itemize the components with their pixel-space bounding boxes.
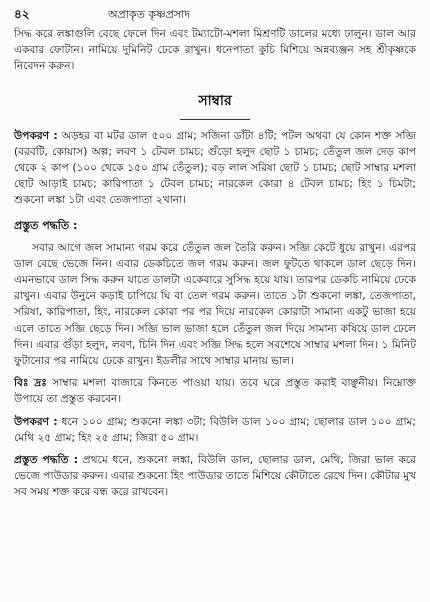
masala-method-text: প্রথমে ধনে, শুকনো লঙ্কা, বিউলি ডাল, ছোলার ডাল, মেথি, জিরা ভাল করে ভেজে পাউডার করুন। এবার শুকনো হিং পাউডার তাতে মিশিয়ে কৌটাতে রেখে দিন। কৌটার মুখ সব সময় শক্ত করে বন্ধ করে রাখবেন। — [14, 454, 416, 499]
note-paragraph — [14, 375, 416, 407]
intro-paragraph: সিদ্ধ করে লঙ্কাগুলি বেছে ফেলে দিন এবং টম্যাটো-মশলা মিশ্রণটি ডালের মধ্যে ঢালুন। ডাল আর একবার ফোটান। নামিয়ে দুমিনিট ঢেকে রাখুন। ধনেপাতা কুচি মিশিয়ে অন্নব্যঞ্জন সহ শ্রীকৃষ্ণকে নিবেদন করুন। — [14, 28, 416, 73]
running-title: অপ্রাকৃত কৃষ্ণপ্রসাদ — [108, 8, 191, 21]
note-label: বিঃ দ্রঃ — [14, 377, 47, 390]
page-number: ৪২ — [14, 7, 30, 21]
method-text: সবার আগে জল সামান্য গরম করে তেঁতুল জল তৈরি করুন। সব্জি কেটে ধুয়ে রাখুন। এরপর ডাল বেছে ভেজে নিন। এবার ডেকচিতে জল গরম করুন। জল ফুটতে থাকলে ডাল ছেড়ে দিন। এমনভাবে ডাল সিদ্ধ করুন যাতে ডালটা একেবারে সুসিদ্ধ হয়ে যায়। তারপর ডেকচি নামিয়ে ঢেকে রাখুন। এবার উনুনে কড়াই চাপিয়ে ঘি বা তেল গরম করুন। তাতে ১টা শুকনো লঙ্কা, তেজপাতা, সরিষা, কারিপাতা, হিং, নারকেল কোরা পর পর দিয়ে নারকেল কোরাটা সামান্য একটু ভাজা হয়ে এলে তাতে সব্জি ছেড়ে দিন। সব্জি ভাল ভাজা হলে তেঁতুল জল দিয়ে সামান্য কষিয়ে ডাল ঢেলে দিন। এবার গুঁড়া হলুদ, লবণ, চিনি দিন এবং সব্জি সিদ্ধ হলে সবশেষে সাম্বার মশলা দিন। ১ মিনিট ফুটানোর পর নামিয়ে ঢেকে রাখুন। ইডলীর সাথে সাম্বার মানায় ভাল। — [14, 241, 416, 368]
page-header — [14, 6, 416, 26]
ingredients-text: অড়হর বা মটর ডাল ৫০০ গ্রাম; সজিনা ডাঁটা ৪টি; পটল অথবা যে কোন শক্ত সব্জি (বরবটি, কোয়াস) অল্প; লবণ ১ টেবল চামচ; গুঁড়ো হলুদ ছোট ১ চামচ; তেঁতুল জল দেড় কাপ থেকে ২ কাপ (১০০ থেকে ১৫০ গ্রাম তেঁতুল); বড় লাল সরিষা ছোট ১ চামচ; ছোট সাম্বার মশলা ছোট আড়াই চামচ; কারিপাতা ১ টেবল চামচ; নারকেল কোরা ৪ টেবল চামচ; হিং ১ চিমটা; শুকনো লঙ্কা ১টা এবং তেজপাতা ২খানা। — [14, 129, 416, 207]
note-text: সাম্বার মশলা বাজারে কিনতে পাওয়া যায়। তবে ঘরে প্রস্তুত করাই বাঞ্ছনীয়। নিম্নোক্ত উপায়ে তা প্রস্তুত করবেন। — [14, 377, 416, 406]
masala-method-paragraph — [14, 452, 416, 501]
recipe-title: সাম্বার — [198, 92, 232, 109]
masala-ingredients-text: ধনে ১০০ গ্রাম; শুকনো লঙ্কা ৩টা; বিউলি ডাল ১০০ গ্রাম; ছোলার ডাল ১০০ গ্রাম; মেথি ২৫ গ্রাম; হিং ২৫ গ্রাম; জিরা ৫০ গ্রাম। — [14, 415, 416, 444]
ingredients-label: উপকরণ : — [14, 129, 58, 142]
title-underline — [180, 119, 250, 120]
ingredients-paragraph — [14, 128, 416, 209]
masala-ingredients-label: উপকরণ : — [14, 415, 58, 428]
masala-ingredients-paragraph — [14, 414, 416, 446]
masala-method-label: প্রস্তুত পদ্ধতি : — [14, 454, 78, 467]
method-label: প্রস্তুত পদ্ধতি : — [14, 218, 78, 232]
